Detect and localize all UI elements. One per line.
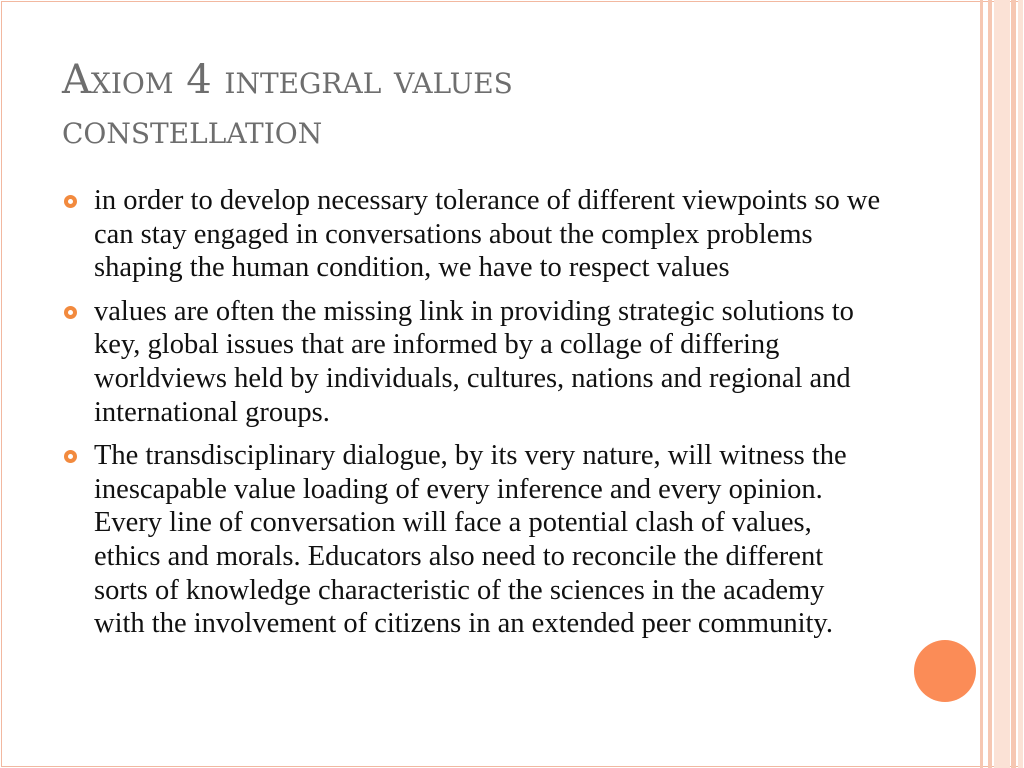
slide-title-line-2: constellation xyxy=(62,107,323,153)
stripe xyxy=(1011,0,1016,768)
orange-circle-decoration xyxy=(914,640,976,702)
bullet-text: The transdisciplinary dialogue, by its very nature, will witness the inescapable value loading of every inference and every opinion. Every line of conversation will face a potential clash of values, ethics and morals. Educators also need to reconcile the different sorts of knowledge characteristic of the sciences in the academy with the involvement of citizens in an extended peer community. xyxy=(94,440,847,640)
stripe xyxy=(994,0,1010,768)
slide-title xyxy=(62,55,882,155)
stripe xyxy=(980,0,983,768)
stripe xyxy=(1018,0,1023,768)
hollow-circle-bullet-icon xyxy=(64,450,77,463)
slide-title-line-1: Axiom 4 integral values xyxy=(62,57,513,103)
bullet-list xyxy=(62,184,882,651)
right-decorative-stripes xyxy=(980,0,1024,768)
bullet-text: in order to develop necessary tolerance of different viewpoints so we can stay engaged in conversations about the complex problems shaping the human condition, we have to respect values xyxy=(94,185,881,284)
bullet-item xyxy=(62,439,882,641)
bullet-item xyxy=(62,295,882,429)
stripe xyxy=(988,0,992,768)
hollow-circle-bullet-icon xyxy=(64,195,77,208)
hollow-circle-bullet-icon xyxy=(64,306,77,319)
bullet-text: values are often the missing link in providing strategic solutions to key, global issues that are informed by a collage of differing worldviews held by individuals, cultures, nations and regional and international groups. xyxy=(94,295,854,428)
bullet-item xyxy=(62,184,882,285)
